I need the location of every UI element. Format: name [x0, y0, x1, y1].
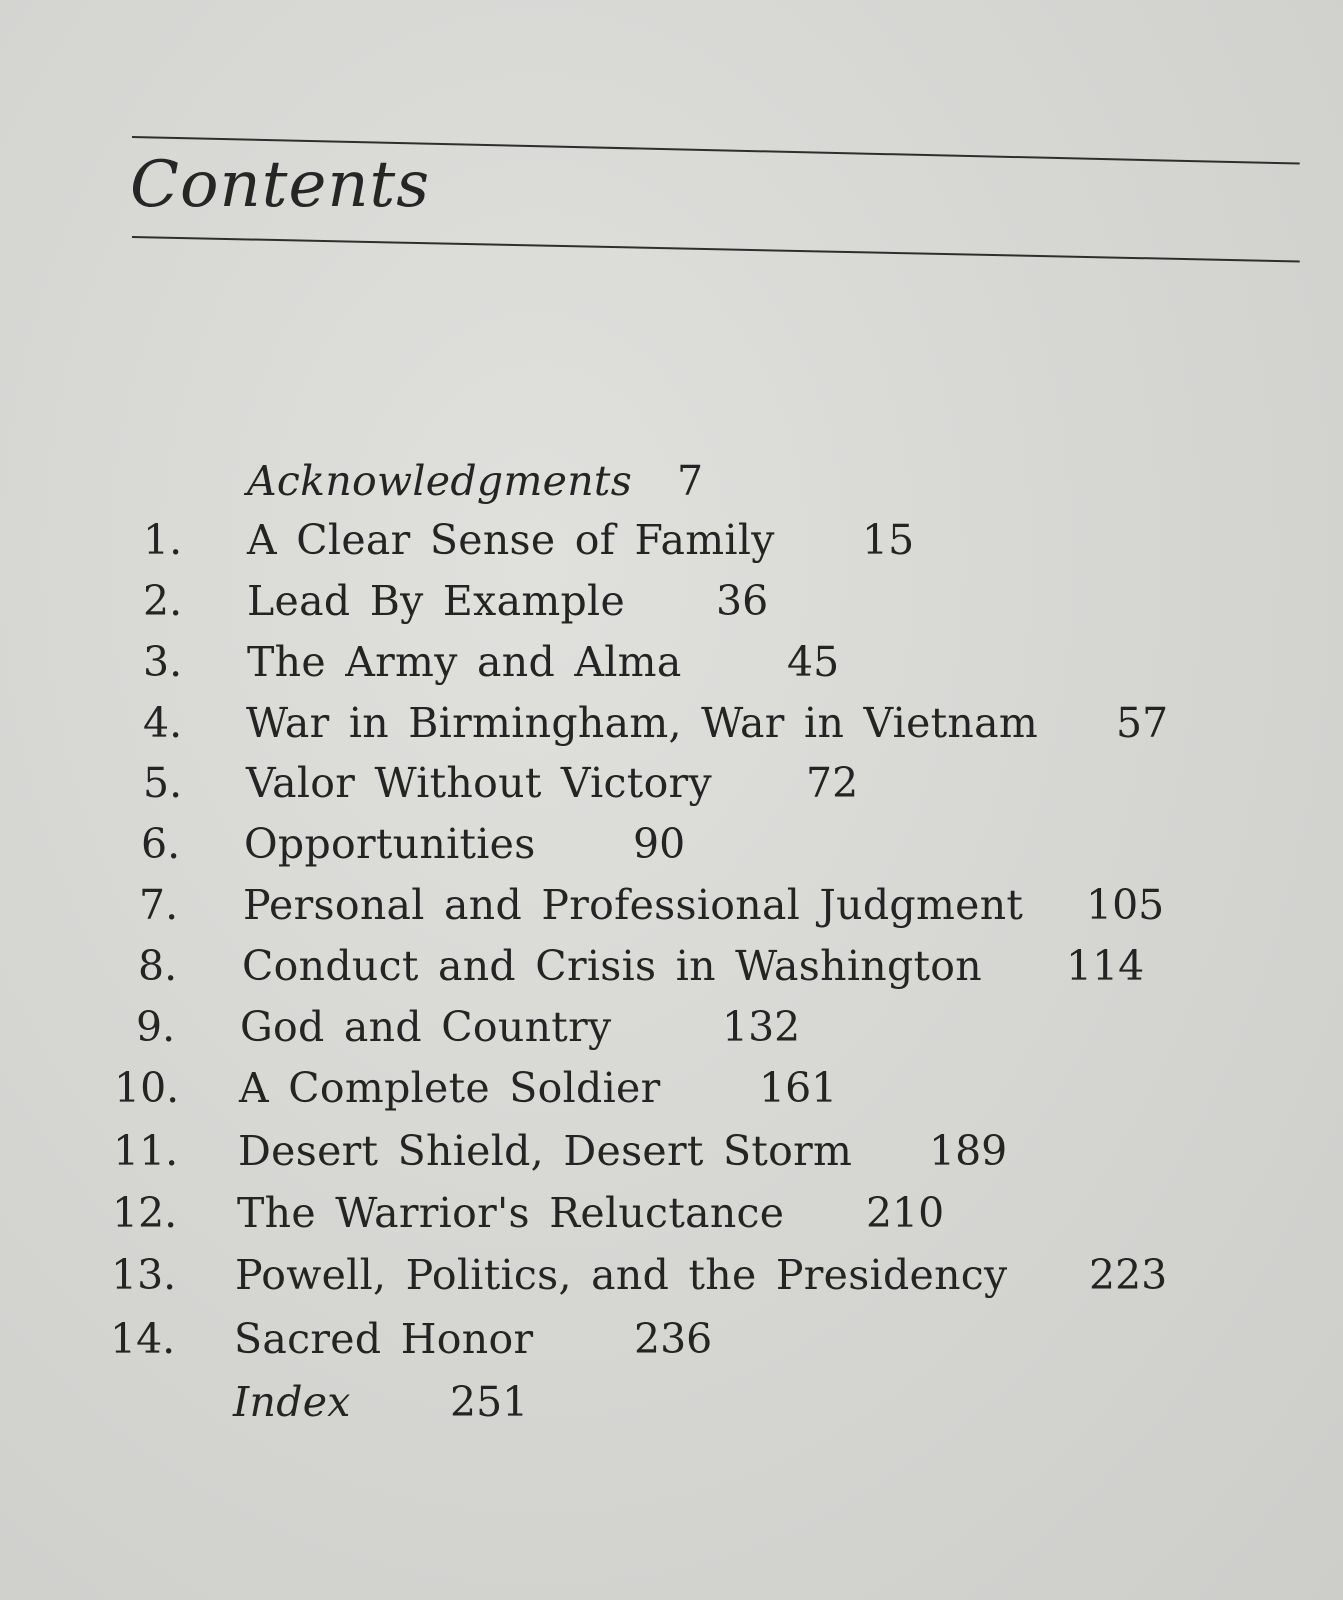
- chapter-page: 45: [787, 638, 840, 686]
- chapter-page: 90: [633, 820, 686, 868]
- chapter-title: Sacred Honor: [234, 1315, 534, 1363]
- toc-entry-page: 7: [677, 457, 704, 505]
- chapter-number: 5.: [143, 759, 183, 807]
- chapter-page: 114: [1066, 942, 1145, 990]
- chapter-title: The Warrior's Reluctance: [237, 1189, 785, 1237]
- chapter-title: A Clear Sense of Family: [247, 516, 775, 564]
- chapter-number: 1.: [143, 516, 183, 564]
- chapter-number: 6.: [141, 820, 181, 868]
- chapter-page: 15: [862, 516, 915, 564]
- chapter-title: Personal and Professional Judgment: [243, 881, 1024, 929]
- chapter-title: God and Country: [240, 1003, 612, 1051]
- chapter-title: Opportunities: [244, 820, 536, 868]
- chapter-title: Conduct and Crisis in Washington: [242, 942, 982, 990]
- chapter-title: Lead By Example: [247, 577, 626, 625]
- chapter-page: 236: [634, 1315, 713, 1363]
- chapter-title: War in Birmingham, War in Vietnam: [246, 699, 1039, 747]
- chapter-page: 57: [1116, 699, 1169, 747]
- chapter-number: 11.: [113, 1127, 179, 1175]
- chapter-page: 132: [722, 1003, 801, 1051]
- chapter-number: 14.: [110, 1315, 176, 1363]
- toc-entry-label: Acknowledgments: [247, 457, 633, 505]
- chapter-number: 10.: [114, 1064, 180, 1112]
- chapter-number: 4.: [143, 699, 183, 747]
- chapter-number: 12.: [112, 1189, 178, 1237]
- chapter-page: 72: [806, 759, 859, 807]
- chapter-page: 161: [759, 1064, 838, 1112]
- chapter-page: 105: [1086, 881, 1165, 929]
- chapter-number: 2.: [143, 577, 183, 625]
- chapter-number: 3.: [143, 638, 183, 686]
- chapter-page: 223: [1089, 1251, 1168, 1299]
- chapter-page: 36: [716, 577, 769, 625]
- chapter-number: 13.: [111, 1251, 177, 1299]
- page-title: Contents: [130, 148, 431, 222]
- chapter-number: 8.: [138, 942, 178, 990]
- chapter-title: Powell, Politics, and the Presidency: [235, 1251, 1008, 1299]
- bottom-rule: [132, 236, 1300, 262]
- chapter-title: The Army and Alma: [247, 638, 682, 686]
- chapter-title: Valor Without Victory: [246, 759, 712, 807]
- chapter-title: Desert Shield, Desert Storm: [238, 1127, 853, 1175]
- toc-entry-page: 251: [450, 1378, 529, 1426]
- chapter-page: 210: [866, 1189, 945, 1237]
- chapter-number: 9.: [136, 1003, 176, 1051]
- chapter-title: A Complete Soldier: [239, 1064, 661, 1112]
- chapter-number: 7.: [139, 881, 179, 929]
- chapter-page: 189: [929, 1127, 1008, 1175]
- toc-entry-label: Index: [233, 1378, 351, 1426]
